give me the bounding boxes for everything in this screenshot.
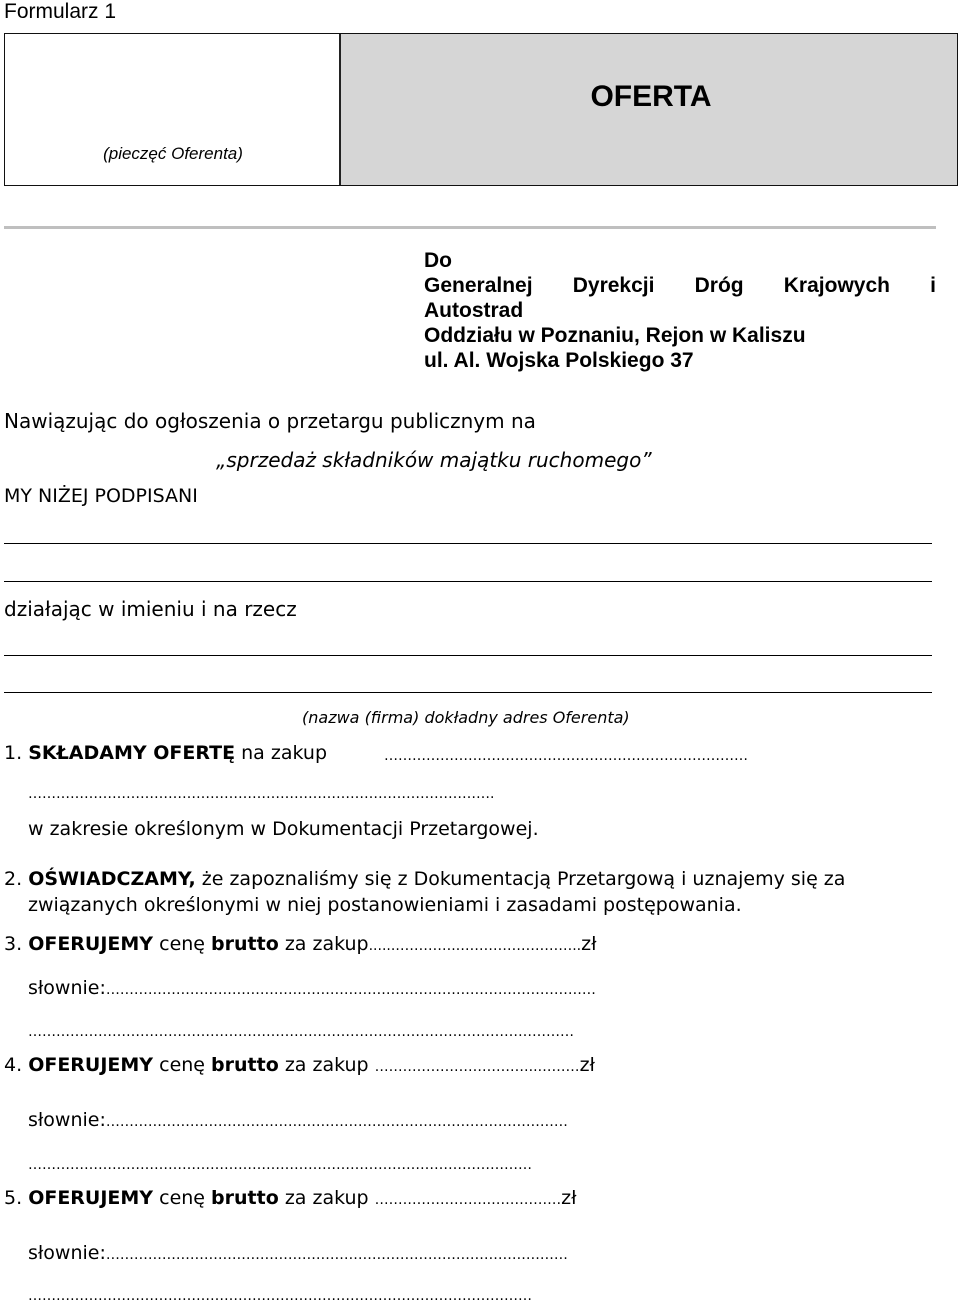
section-number: 4.	[4, 1054, 23, 1076]
section-5-line	[4, 1187, 576, 1209]
words-line	[28, 1242, 568, 1264]
addressee-word: Dyrekcji	[572, 274, 655, 297]
section-number: 3.	[4, 933, 23, 955]
signers-heading: MY NIŻEJ PODPISANI	[4, 485, 198, 507]
fill-line[interactable]	[4, 655, 932, 656]
currency-label: zł	[581, 933, 597, 955]
words-dots[interactable]: ………………………………………………………………………………………………………	[28, 1024, 574, 1040]
addressee-word: Krajowych	[783, 274, 890, 297]
section-text: za zakup	[284, 933, 369, 955]
tender-subject: „sprzedaż składników majątku ruchomego”	[216, 448, 652, 472]
section-keyword: OŚWIADCZAMY,	[28, 868, 196, 890]
section-text: cenę	[159, 1187, 205, 1209]
addressee-word: Generalnej	[424, 274, 533, 297]
words-dots[interactable]: ………………………………………………………………………………………	[105, 1114, 568, 1130]
currency-label: zł	[561, 1187, 577, 1209]
section-number: 1.	[4, 742, 23, 764]
addressee-block	[424, 248, 936, 373]
words-dots[interactable]: ………………………………………………………………………………………………	[28, 1157, 532, 1173]
addressee-word: i	[930, 274, 936, 297]
fill-line[interactable]	[4, 581, 932, 582]
addressee-line: Autostrad	[424, 299, 524, 322]
section-text: na zakup	[241, 742, 328, 764]
acting-text: działając w imieniu i na rzecz	[4, 597, 297, 621]
words-line	[28, 1109, 568, 1131]
section-text: cenę	[159, 933, 205, 955]
price-type: brutto	[211, 1187, 279, 1209]
addressee-line: Do	[424, 249, 452, 272]
section-3-line	[4, 933, 597, 955]
offer-title: OFERTA	[590, 80, 712, 113]
stamp-label: (pieczęć Oferenta)	[103, 144, 243, 163]
section-text: cenę	[159, 1054, 205, 1076]
section-1-line	[4, 742, 327, 764]
section-number: 5.	[4, 1187, 23, 1209]
section-2-line	[4, 868, 845, 890]
section-keyword: OFERUJEMY	[28, 1187, 154, 1209]
section-text: za zakup	[284, 1187, 369, 1209]
section-keyword: SKŁADAMY OFERTĘ	[28, 742, 236, 764]
reference-text: Nawiązując do ogłoszenia o przetargu publicznym na	[4, 409, 536, 433]
section-number: 2.	[4, 868, 23, 890]
price-type: brutto	[211, 933, 279, 955]
header-table	[4, 33, 958, 186]
words-label: słownie:	[28, 977, 106, 999]
name-caption: (nazwa (firma) dokładny adres Oferenta)	[302, 708, 630, 727]
words-label: słownie:	[28, 1109, 106, 1131]
price-type: brutto	[211, 1054, 279, 1076]
addressee-line: ul. Al. Wojska Polskiego 37	[424, 349, 694, 372]
fill-line[interactable]	[4, 692, 932, 693]
addressee-word: Dróg	[694, 274, 744, 297]
price-dots[interactable]: ......…………..……………………..	[368, 938, 582, 954]
price-dots[interactable]: ……………………………..………	[374, 1059, 580, 1075]
fill-line[interactable]	[4, 543, 932, 544]
section-2-continuation: związanych określonymi w niej postanowieniami i zasadami postępowania.	[28, 894, 742, 916]
section-4-line	[4, 1054, 595, 1076]
section-text: że zapoznaliśmy się z Dokumentacją Przetargową i uznajemy się za	[201, 868, 846, 890]
price-dots[interactable]: …………………….……………	[374, 1192, 562, 1208]
stamp-cell	[5, 34, 341, 185]
words-dots[interactable]: ………………………………………………………………………………………………	[28, 1288, 532, 1304]
title-cell	[341, 34, 957, 185]
words-label: słownie:	[28, 1242, 106, 1264]
purchase-dots[interactable]: ……………………………………………………………………………………….	[28, 786, 495, 802]
section-text: za zakup	[284, 1054, 369, 1076]
section-keyword: OFERUJEMY	[28, 1054, 154, 1076]
separator-line	[4, 226, 936, 229]
section-keyword: OFERUJEMY	[28, 933, 154, 955]
scope-text: w zakresie określonym w Dokumentacji Przetargowej.	[28, 818, 539, 840]
addressee-line: Oddziału w Poznaniu, Rejon w Kaliszu	[424, 324, 806, 347]
purchase-dots[interactable]: ……………………………………………………………………	[384, 748, 748, 764]
words-line	[28, 977, 596, 999]
form-title: Formularz 1	[4, 0, 117, 23]
addressee-line-justified	[424, 273, 936, 298]
words-dots[interactable]: ………………………………………………………………………………………	[105, 1247, 568, 1263]
words-dots[interactable]: ……………………………………………………………………………………………	[105, 982, 596, 998]
currency-label: zł	[579, 1054, 595, 1076]
